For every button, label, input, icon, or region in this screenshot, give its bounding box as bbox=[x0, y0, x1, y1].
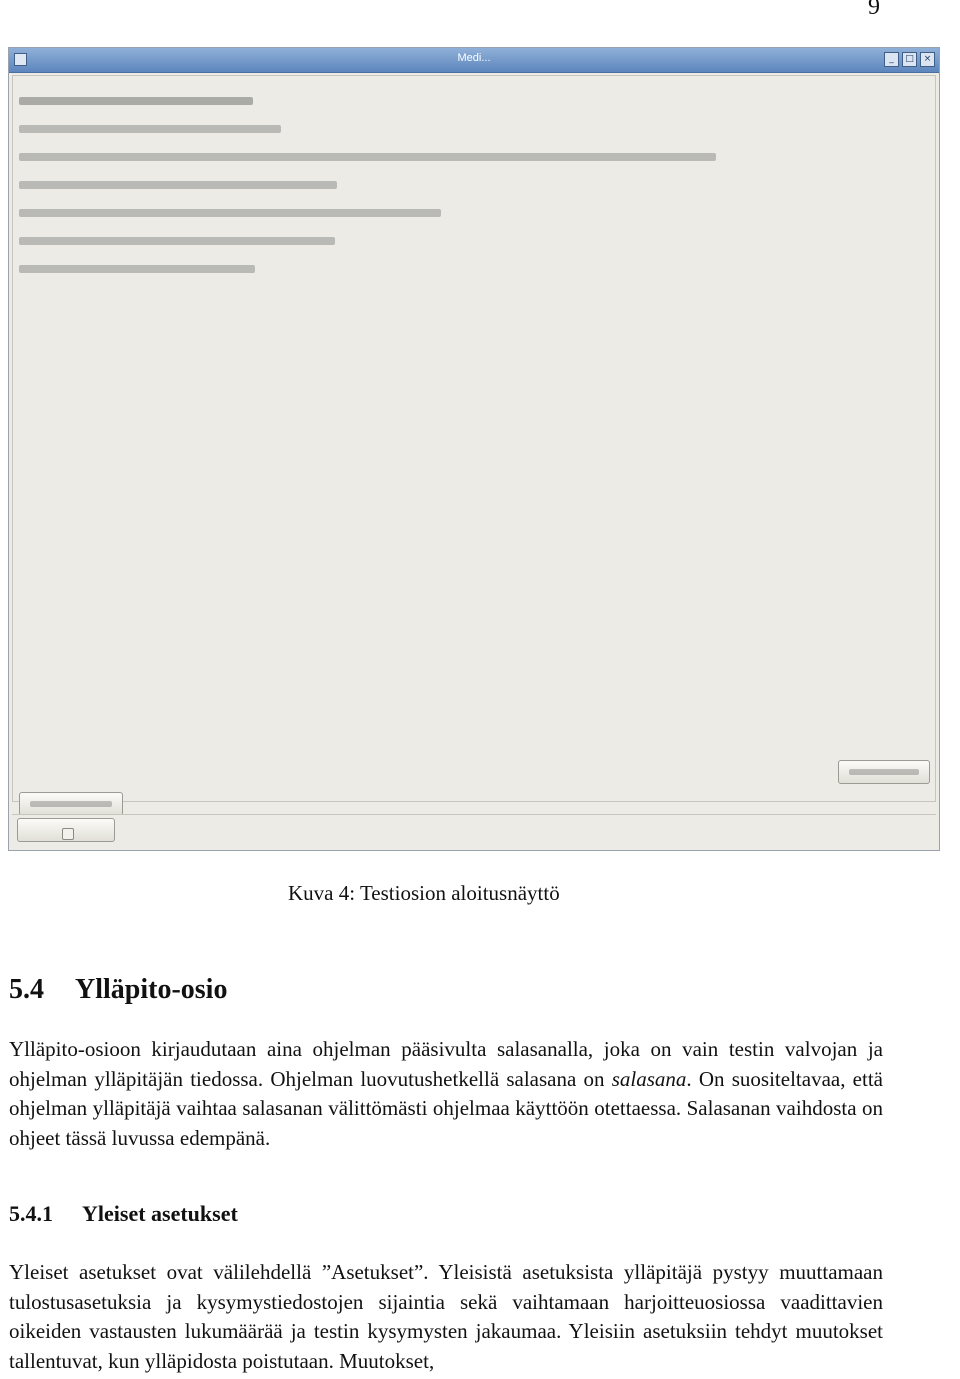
language-button[interactable] bbox=[17, 818, 115, 842]
subsection-number: 5.4.1 bbox=[9, 1201, 53, 1226]
section-paragraph bbox=[9, 1035, 883, 1153]
window-heading-placeholder bbox=[19, 97, 253, 105]
close-icon[interactable]: × bbox=[920, 52, 935, 67]
exit-test-button[interactable] bbox=[19, 792, 123, 816]
subsection-paragraph: Yleiset asetukset ovat välilehdellä ”Asetukset”. Yleisistä asetuksista ylläpitäjä pystyy muuttamaan tulostusasetuksia ja kysymystiedostojen sijaintia sekä vaihtamaan harjoitteuosiossa vaadittavien oikeiden vastausten lukumäärää ja testin kysymysten jakaumaa. Yleisiin asetuksiin tehdyt muutokset tallentuvat, kun ylläpidosta poistutaan. Muutokset, bbox=[9, 1260, 883, 1373]
page-number: 9 bbox=[868, 0, 880, 20]
minimize-icon[interactable]: _ bbox=[884, 52, 899, 67]
maximize-icon[interactable]: □ bbox=[902, 52, 917, 67]
button-label-placeholder bbox=[849, 769, 919, 775]
window-content bbox=[12, 75, 936, 802]
subsection-heading bbox=[9, 1201, 238, 1227]
paragraph-text: . On suositeltavaa, että ohjelman ylläpitäjä vaihtaa salasanan välittömästi ohjelmaa käyttöön otettaessa. Salasanan vaihdosta on ohjeet tässä luvussa edempänä. bbox=[9, 1066, 883, 1150]
button-label-placeholder bbox=[30, 801, 112, 807]
figure-caption: Kuva 4: Testiosion aloitusnäyttö bbox=[288, 881, 560, 905]
section-title: Ylläpito-osio bbox=[75, 974, 228, 1005]
instruction-line-placeholder bbox=[19, 181, 337, 189]
section-number: 5.4 bbox=[9, 974, 44, 1005]
bottom-panel bbox=[12, 814, 936, 847]
instruction-line-placeholder bbox=[19, 265, 255, 273]
language-icon bbox=[62, 828, 74, 840]
instruction-line-placeholder bbox=[19, 125, 281, 133]
instruction-line-placeholder bbox=[19, 153, 716, 161]
instruction-line-placeholder bbox=[19, 209, 441, 217]
password-emphasis: salasana bbox=[611, 1066, 687, 1091]
window-controls bbox=[884, 52, 935, 67]
window-titlebar bbox=[9, 48, 939, 73]
window-title: Medi... bbox=[457, 52, 491, 64]
start-test-button[interactable] bbox=[838, 760, 930, 784]
section-heading bbox=[9, 974, 227, 1006]
paragraph-text: Ylläpito-osioon kirjaudutaan aina ohjelman pääsivulta salasanalla, joka on vain testin valvojan ja ohjelman ylläpitäjän tiedossa. Ohjelman luovutushetkellä salasana on bbox=[9, 1037, 883, 1091]
app-window-screenshot bbox=[8, 47, 940, 851]
subsection-title: Yleiset asetukset bbox=[82, 1201, 238, 1226]
instruction-line-placeholder bbox=[19, 237, 335, 245]
